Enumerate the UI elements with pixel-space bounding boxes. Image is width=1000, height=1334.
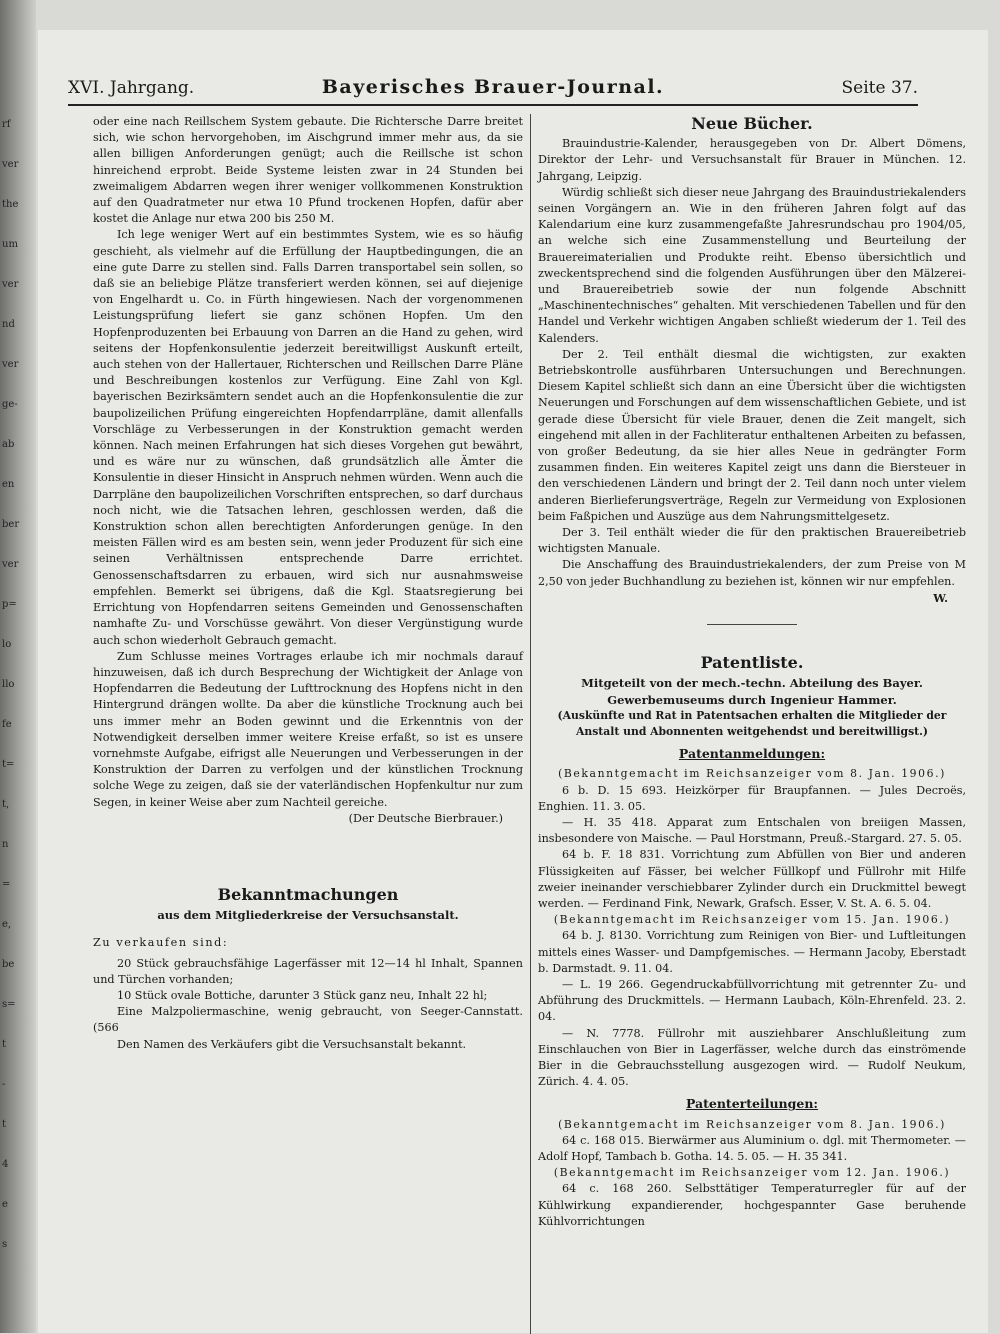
gutter-fragment: the [2,199,19,210]
gutter-fragment: e [2,1199,8,1210]
gutter-fragment: e, [2,919,12,930]
books-title: Neue Bücher. [691,114,813,133]
review-signature: W. [933,590,948,605]
patent-entry: 64 c. 168 260. Selbsttätiger Temperaturregler für auf der Kühlwirkung expandierender, hochgespannter Gase beruhende Kühlvorrichtungen [538,1182,966,1228]
patent-entry: 64 b. J. 8130. Vorrichtung zum Reinigen von Bier- und Luftleitungen mittels eines Wasser- und Dampfgemisches. — Hermann Jacoby, Eberstadt b. Darmstadt. 9. 11. 04. [538,929,966,975]
patent-list-note: (Auskünfte und Rat in Patentsachen erhalten die Mitglieder der Anstalt und Abonnenten weitgehendst und bereitwilligst.) [557,708,947,738]
article-paragraph: Zum Schlusse meines Vortrages erlaube ich mir nochmals darauf hinzuweisen, daß ich durch Besprechung der Wichtigkeit der Anlage von Hopfendarren die Bedeutung der Lufttrocknung des Hopfens nicht in den Hintergrund drängen wollte. Da aber die künstliche Trocknung auch bei uns immer mehr an Boden gewinnt und die Erkenntnis von der Notwendigkeit derselben immer weitere Kreise erfaßt, so ist es unsere vornehmste Aufgabe, eifrigst alle Neuerungen und Verbesserungen in der Konstruktion der Darren zu verfolgen und der künstlichen Trocknung solche Wege zu zeigen, daß sie der vaterländischen Hopfenkultur nur zum Segen, in keiner Weise aber zum Nachteil gereiche. [93,649,523,809]
journal-title: Bayerisches Brauer-Journal. [321,76,665,98]
gutter-fragment: t [2,1119,7,1130]
gutter-fragment: - [2,1079,6,1090]
gutter-fragment: n [2,839,9,850]
sale-heading: Zu verkaufen sind: [93,936,229,950]
page-header [68,74,918,106]
patent-entry: 64 b. F. 18 831. Vorrichtung zum Abfüllen von Bier und anderen Flüssigkeiten auf Fässer, bei welcher Füllkopf und Füllrohr mit Hilfe zweier ineinander verschiebbarer Zylinder durch ein Druckmittel bewegt werden. — Ferdinand Fink, Newark, Grafsch. Esser, V. St. A. 6. 5. 04. [538,848,966,910]
gutter-fragment: ab [2,439,15,450]
gutter-fragment: be [2,959,15,970]
gutter-fragment: t, [2,799,10,810]
announcements-title: Bekanntmachungen [217,884,399,904]
book-review-paragraph: Der 3. Teil enthält wieder die für den praktischen Brauereibetrieb wichtigsten Manuale. [538,526,966,556]
announcement-date: (Bekanntgemacht im Reichsanzeiger vom 15. Jan. 1906.) [553,913,951,927]
patent-grants-list [538,1117,966,1230]
sale-item: Eine Malzpoliermaschine, wenig gebraucht, von Seeger-Cannstatt. (566 [93,1005,523,1035]
gutter-fragment: ber [2,519,20,530]
sale-item: 10 Stück ovale Bottiche, darunter 3 Stück ganz neu, Inhalt 22 hl; [117,988,488,1002]
gutter-fragment: llo [2,679,15,690]
announcement-date: (Bekanntgemacht im Reichsanzeiger vom 12. Jan. 1906.) [553,1166,951,1180]
patent-entry: — N. 7778. Füllrohr mit ausziehbarer Anschlußleitung zum Einschlauchen von Bier in Lagerfässer, welche durch das einströmende Bier in die Gebrauchsstellung ausgezogen wird. — Rudolf Neukum, Zürich. 4. 4. 05. [538,1026,966,1089]
book-entry-heading: Brauindustrie-Kalender, herausgegeben von Dr. Albert Dömens, Direktor der Lehr- und Versuchsanstalt für Brauer in München. 12. Jahrgang, Leipzig. [538,137,966,183]
gutter-fragment: ver [2,359,19,370]
column-divider [530,114,531,1334]
volume-label: XVI. Jahrgang. [68,78,195,98]
section-rule [707,624,797,625]
gutter-fragment: ver [2,279,19,290]
gutter-fragment: rf [2,119,11,130]
patent-grants-heading: Patenterteilungen: [685,1096,819,1112]
left-column [93,114,523,1053]
patent-list-title: Patentliste. [700,653,804,673]
gutter-fragment: ver [2,159,19,170]
article-paragraph: oder eine nach Reillschem System gebaute. Die Richtersche Darre breitet sich, wie schon hervorgehoben, im Aischgrund immer mehr aus, da sie allen billigen Anforderungen genügt; auch die Reillsche ist schon hinreichend erprobt. Beide Systeme leisten zwar in 24 Stunden bei zweimaligem Abdarren wegen ihrer weniger vollkommenen Konstruktion auf den Quadratmeter nur etwa 10 Pfund trockenen Hopfen, dafür aber kostet die Anlage nur etwa 200 bis 250 M. [93,115,523,226]
patent-entry: — H. 35 418. Apparat zum Entschalen von breiigen Massen, insbesondere von Maische. — Paul Horstmann, Preuß.-Stargard. 27. 5. 05. [538,815,966,846]
sale-note: Den Namen des Verkäufers gibt die Versuchsanstalt bekannt. [117,1037,467,1051]
book-review-paragraph: Die Anschaffung des Brauindustriekalenders, der zum Preise von M 2,50 von jeder Buchhandlung zu beziehen ist, können wir nur empfehlen. [538,558,966,588]
announcements-subtitle: aus dem Mitgliederkreise der Versuchsanstalt. [157,908,459,923]
gutter-fragment: 4 [2,1159,9,1170]
gutter-fragment: fe [2,719,12,730]
patent-entry: 6 b. D. 15 693. Heizkörper für Braupfannen. — Jules Decroës, Enghien. 11. 3. 05. [538,783,966,813]
sale-item: 20 Stück gebrauchsfähige Lagerfässer mit 12—14 hl Inhalt, Spannen und Türchen vorhanden; [93,956,523,986]
patent-entry: 64 c. 168 015. Bierwärmer aus Aluminium o. dgl. mit Thermometer. — Adolf Hopf, Tambach b. Gotha. 14. 5. 05. — H. 35 341. [538,1133,966,1163]
journal-page [38,30,988,1333]
right-column [538,114,966,1230]
article-source: (Der Deutsche Bierbrauer.) [348,811,503,825]
patent-applications-list [538,766,966,1090]
gutter-fragment: en [2,479,15,490]
announcement-date: (Bekanntgemacht im Reichsanzeiger vom 8. Jan. 1906.) [558,1117,946,1131]
gutter-fragment: s [2,1239,8,1250]
gutter-fragment: t [2,1039,7,1050]
gutter-fragment: t= [2,759,15,770]
gutter-fragment: = [2,879,11,890]
gutter-fragment: p= [2,599,17,610]
patent-entry: — L. 19 266. Gegendruckabfüllvorrichtung mit getrennter Zu- und Abführung des Druckmittels. — Hermann Laubach, Köln-Ehrenfeld. 23. 2. 04. [538,977,966,1024]
gutter-fragment: lo [2,639,12,650]
adjacent-page-gutter [0,0,36,1333]
gutter-fragment: ver [2,559,19,570]
gutter-fragment: ge- [2,399,18,410]
gutter-fragment: nd [2,319,15,330]
article-paragraph: Ich lege weniger Wert auf ein bestimmtes System, wie es so häufig geschieht, als vielmehr auf die Erfüllung der Hauptbedingungen, die an eine gute Darre zu stellen sind. Falls Darren transportabel sein sollen, so daß sie an beliebige Plätze transferiert werden können, sei auf diejenige von Engelhardt u. Co. in Fürth hingewiesen. Nach der vorgenommenen Leistungsprüfung liefert sie ganz schönen Hopfen. Um den Hopfenproduzenten bei Erbauung von Darren an die Hand zu gehen, wird seitens der Hopfenkonsulentie jederzeit bereitwilligst Auskunft erteilt, auch stehen von der Hallertauer, Richterschen und Reillschen Darre Pläne und Beschreibungen kostenlos zur Verfügung. Eine Zahl von Kgl. bayerischen Bezirksämtern sendet auch an die Hopfenkonsulentie die zur baupolizeilichen Prüfung eingereichten Hopfendarrpläne, damit allenfalls Vorschläge zu Verbesserungen in der Konstruktion gemacht werden können. Nach meinen Erfahrungen hat sich dieses Vorgehen gut bewährt, und es wäre nur zu wünschen, daß grundsätzlich alle Ämter die Konsulentie in dieser Hinsicht in Anspruch nehmen würden. Wenn auch die Darrpläne den baupolizeilichen Vorschriften entsprechen, so darf durchaus noch nicht, wie die Tatsachen lehren, geschlossen werden, daß die Konstruktion schon allen berechtigten Anforderungen genüge. In den meisten Fällen wird es am besten sein, wenn jeder Produzent für sich eine seinen Verhältnissen entsprechende Darre errichtet. Genossenschaftsdarren zu erbauen, wird sich nur ausnahmsweise empfehlen. Bemerkt sei übrigens, daß die Kgl. Staatsregierung bei Errichtung von Hopfendarren seitens Gemeinden und Genossenschaften namhafte Zu- und Vorschüsse gewährt. Von dieser Vergünstigung wurde auch schon wiederholt Gebrauch gemacht. [93,228,523,647]
gutter-fragment: s= [2,999,16,1010]
book-review-paragraph: Der 2. Teil enthält diesmal die wichtigsten, zur exakten Betriebskontrolle ausführbaren Untersuchungen und Berechnungen. Diesem Kapitel schließt sich dann an eine Übersicht über die wichtigsten Neuerungen und Forschungen auf dem wissenschaftlichen Gebiete, und ist gerade diese Übersicht für viele Brauer, denen die Zeit mangelt, sich eingehend mit allen in der Fachliteratur enthaltenen Arbeiten zu befassen, von großer Bedeutung, da sie hier alles Neue in gedrängter Form zusammen finden. Ein weiteres Kapitel zeigt uns dann die Biersteuer in den verschiedenen Ländern und bringt der 2. Teil dann noch unter vielem anderen Bierlieferungsverträge, Regeln zur Vermeidung von Explosionen beim Faßpichen und Auszüge aus dem Nahrungsmittelgesetz. [538,347,966,523]
gutter-fragment: um [2,239,18,250]
book-review-paragraph: Würdig schließt sich dieser neue Jahrgang des Brauindustriekalenders seinen Vorgängern an. Wie in den früheren Jahren folgt auf das Kalendarium eine kurz zusammengefaßte Jahresrundschau pro 1904/05, an welche sich eine Zusammenstellung und Beurteilung der Brauereimaterialien und Produkte reiht. Ebenso übersichtlich und zweckentsprechend sind die folgenden Ausführungen über den Mälzerei- und Brauereibetrieb sowie der nun folgende Abschnitt „Maschinentechnisches“ gehalten. Mit verschiedenen Tabellen und für den Handel und Verkehr wichtigen Angaben schließt wiederum der 1. Teil des Kalenders. [538,185,966,345]
page-number: Seite 37. [841,78,918,98]
patent-list-credit: Mitgeteilt von der mech.-techn. Abteilung des Bayer. Gewerbemuseums durch Ingenieur Hammer. [581,676,923,707]
announcement-date: (Bekanntgemacht im Reichsanzeiger vom 8. Jan. 1906.) [558,767,946,781]
patent-applications-heading: Patentanmeldungen: [678,746,826,762]
